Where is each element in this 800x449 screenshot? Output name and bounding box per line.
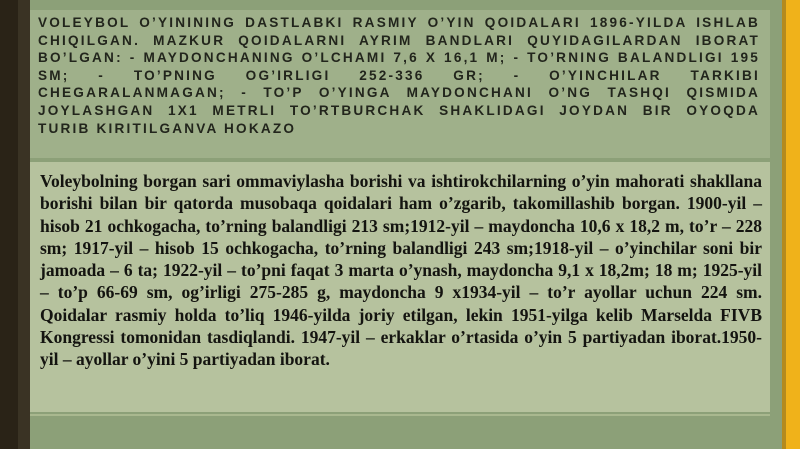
right-accent-bar (786, 0, 800, 449)
bottom-divider (30, 414, 770, 416)
slide-body-text: Voleybolning borgan sari ommaviylasha borishi va ishtirokchilarning o’yin mahorati shakllana borishi bilan bir qatorda musobaqa qoidalari ham o’zgarib, takomillashib borgan. 1900-yil – hisob 21 ochkogacha, to’rning balandligi 213 sm;1912-yil – maydoncha 10,6 x 18,2 m, to’r – 228 sm; 1917-yil – hisob 15 ochkogacha, to’rning balandligi 243 sm;1918-yil – o’yinchilar soni bir jamoada – 6 ta; 1922-yil – to’pni faqat 3 marta o’ynash, maydoncha 9,1 x 18,2m; 18 m; 1925-yil – to’p 66-69 sm, og’irligi 275-285 g, maydoncha 9 x1934-yil – to’r ayollar uchun 224 sm. Qoidalar rasmiy holda to’liq 1946-yilda joriy etilgan, lekin 1951-yilga kelib Marselda FIVB Kongressi tomonidan tasdiqlandi. 1947-yil – erkaklar o’rtasida o’yin 5 partiyadan iborat.1950-yil – ayollar o’yini 5 partiyadan iborat. (40, 171, 762, 370)
left-decor-strip-inner (18, 0, 30, 449)
slide-title: VOLEYBOL O’YININING DASTLABKI RASMIY O’YIN QOIDALARI 1896-YILDA ISHLAB CHIQILGAN. MAZKUR QOIDALARNI AYRIM BANDLARI QUYIDAGILARDAN IBORAT BO’LGAN: - MAYDONCHANING O’LCHAMI 7,6 X 16,1 M; - TO’RNING BALANDLIGI 195 SM; - TO’PNING OG’IRLIGI 252-336 GR; - O’YINCHILAR TARKIBI CHEGARALANMAGAN; - TO’P O’YINGA MAYDONCHANI O’NG TASHQI QISMIDA JOYLASHGAN 1X1 METRLI TO’RTBURCHAK SHAKLIDAGI JOYDAN BIR OYOQDA TURIB KIRITILGANVA HOKAZO (38, 15, 760, 136)
left-decor-strip (0, 0, 18, 449)
